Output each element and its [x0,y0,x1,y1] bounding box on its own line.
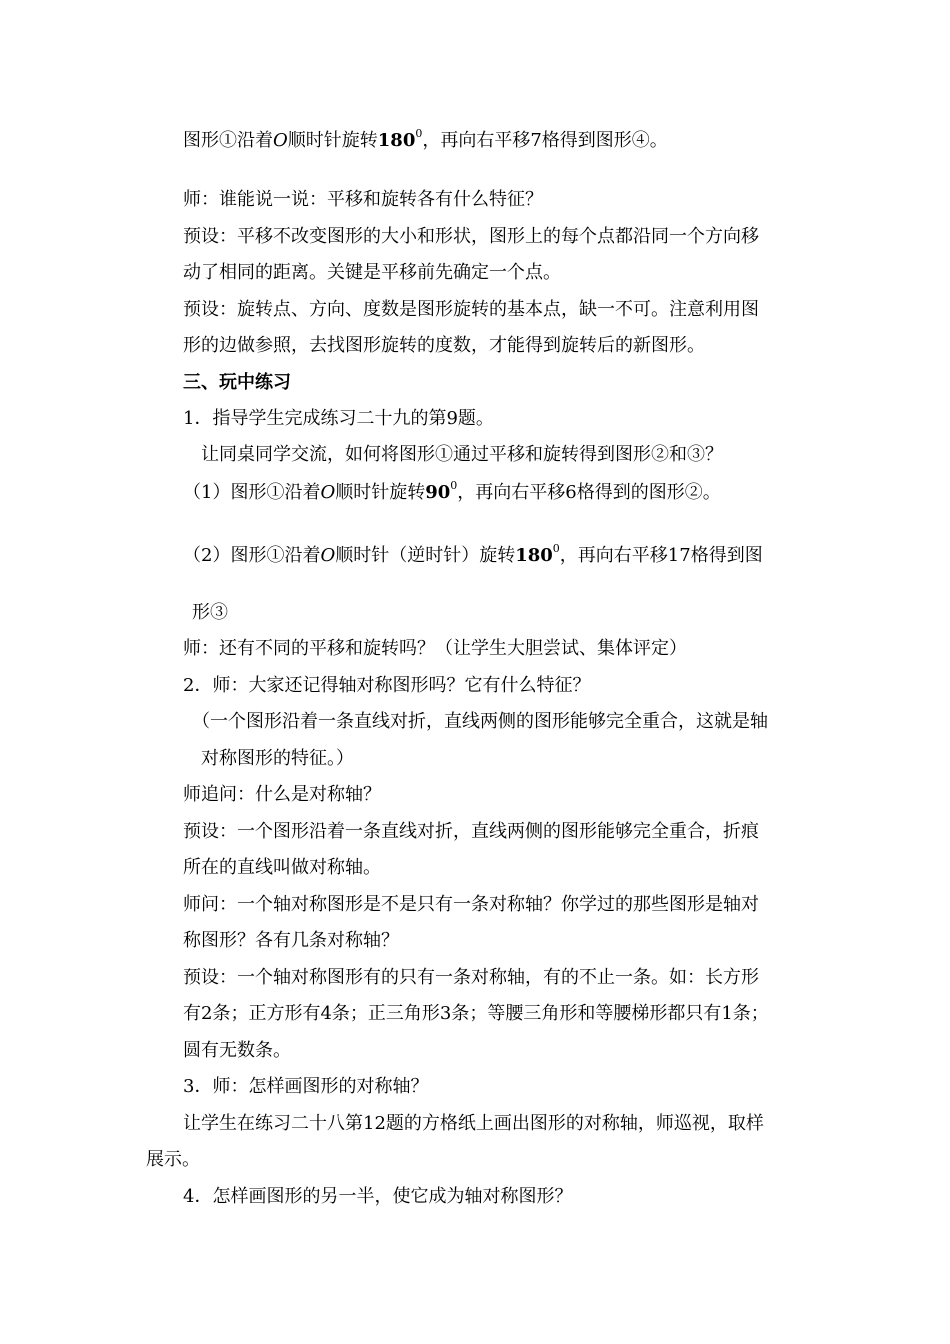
text-line: 动了相同的距离。关键是平移前先确定一个点。 [183,262,561,283]
text: 顺时针旋转 [335,482,426,503]
text-line: 1．指导学生完成练习二十九的第9题。 [183,408,494,429]
text: 顺时针旋转 [287,130,378,151]
text-line: 展示。 [146,1149,200,1170]
text-line: 让学生在练习二十八第12题的方格纸上画出图形的对称轴，师巡视，取样 [183,1113,764,1134]
text-line: （一个图形沿着一条直线对折，直线两侧的图形能够完全重合，这就是轴 [192,711,768,732]
degree-mark: 0 [415,127,423,140]
text-line: 师：谁能说一说：平移和旋转各有什么特征？ [183,189,543,210]
text: （2）图形①沿着 [183,545,321,566]
text-line: 师问：一个轴对称图形是不是只有一条对称轴？你学过的那些图形是轴对 [183,894,759,915]
text-line: 3．师：怎样画图形的对称轴？ [183,1076,429,1097]
text-line: 形的边做参照，去找图形旋转的度数，才能得到旋转后的新图形。 [183,335,705,356]
text: （1）图形①沿着 [183,482,321,503]
angle-value: 180 [377,130,416,151]
text-line: 形③ [192,602,228,623]
text-line: 4．怎样画图形的另一半，使它成为轴对称图形？ [183,1186,573,1207]
text-line [183,544,763,568]
text-line: 称图形？各有几条对称轴？ [183,930,399,951]
angle-value: 180 [515,545,553,566]
text-line: 师：还有不同的平移和旋转吗？（让学生大胆尝试、集体评定） [183,638,687,659]
text-line: 让同桌同学交流，如何将图形①通过平移和旋转得到图形②和③？ [201,444,723,465]
point-label: O [320,545,336,566]
text-line: 预设：平移不改变图形的大小和形状，图形上的每个点都沿同一个方向移 [183,226,759,247]
degree-mark: 0 [450,479,458,492]
section-heading: 三、玩中练习 [183,372,291,393]
text: ，再向右平移7格得到图形④。 [422,130,668,151]
text-line [183,129,668,153]
point-label: O [273,130,288,151]
point-label: O [320,482,336,503]
text: 顺时针（逆时针）旋转 [335,545,516,566]
text-line: 预设：一个轴对称图形有的只有一条对称轴，有的不止一条。如：长方形 [183,967,759,988]
text-line: 师追问：什么是对称轴？ [183,784,381,805]
angle-value: 90 [425,482,451,503]
degree-mark: 0 [552,542,560,555]
text: 图形①沿着 [183,130,273,151]
text: ，再向右平移17格得到图 [559,545,763,566]
text-line [183,481,721,505]
text: ，再向右平移6格得到的图形②。 [457,482,721,503]
text-line: 有2条；正方形有4条；正三角形3条；等腰三角形和等腰梯形都只有1条； [183,1003,769,1024]
text-line: 2．师：大家还记得轴对称图形吗？它有什么特征？ [183,675,591,696]
text-line: 所在的直线叫做对称轴。 [183,857,381,878]
text-line: 圆有无数条。 [183,1040,291,1061]
text-line: 对称图形的特征。） [201,748,354,769]
text-line: 预设：旋转点、方向、度数是图形旋转的基本点，缺一不可。注意利用图 [183,299,759,320]
text-line: 预设：一个图形沿着一条直线对折，直线两侧的图形能够完全重合，折痕 [183,821,759,842]
